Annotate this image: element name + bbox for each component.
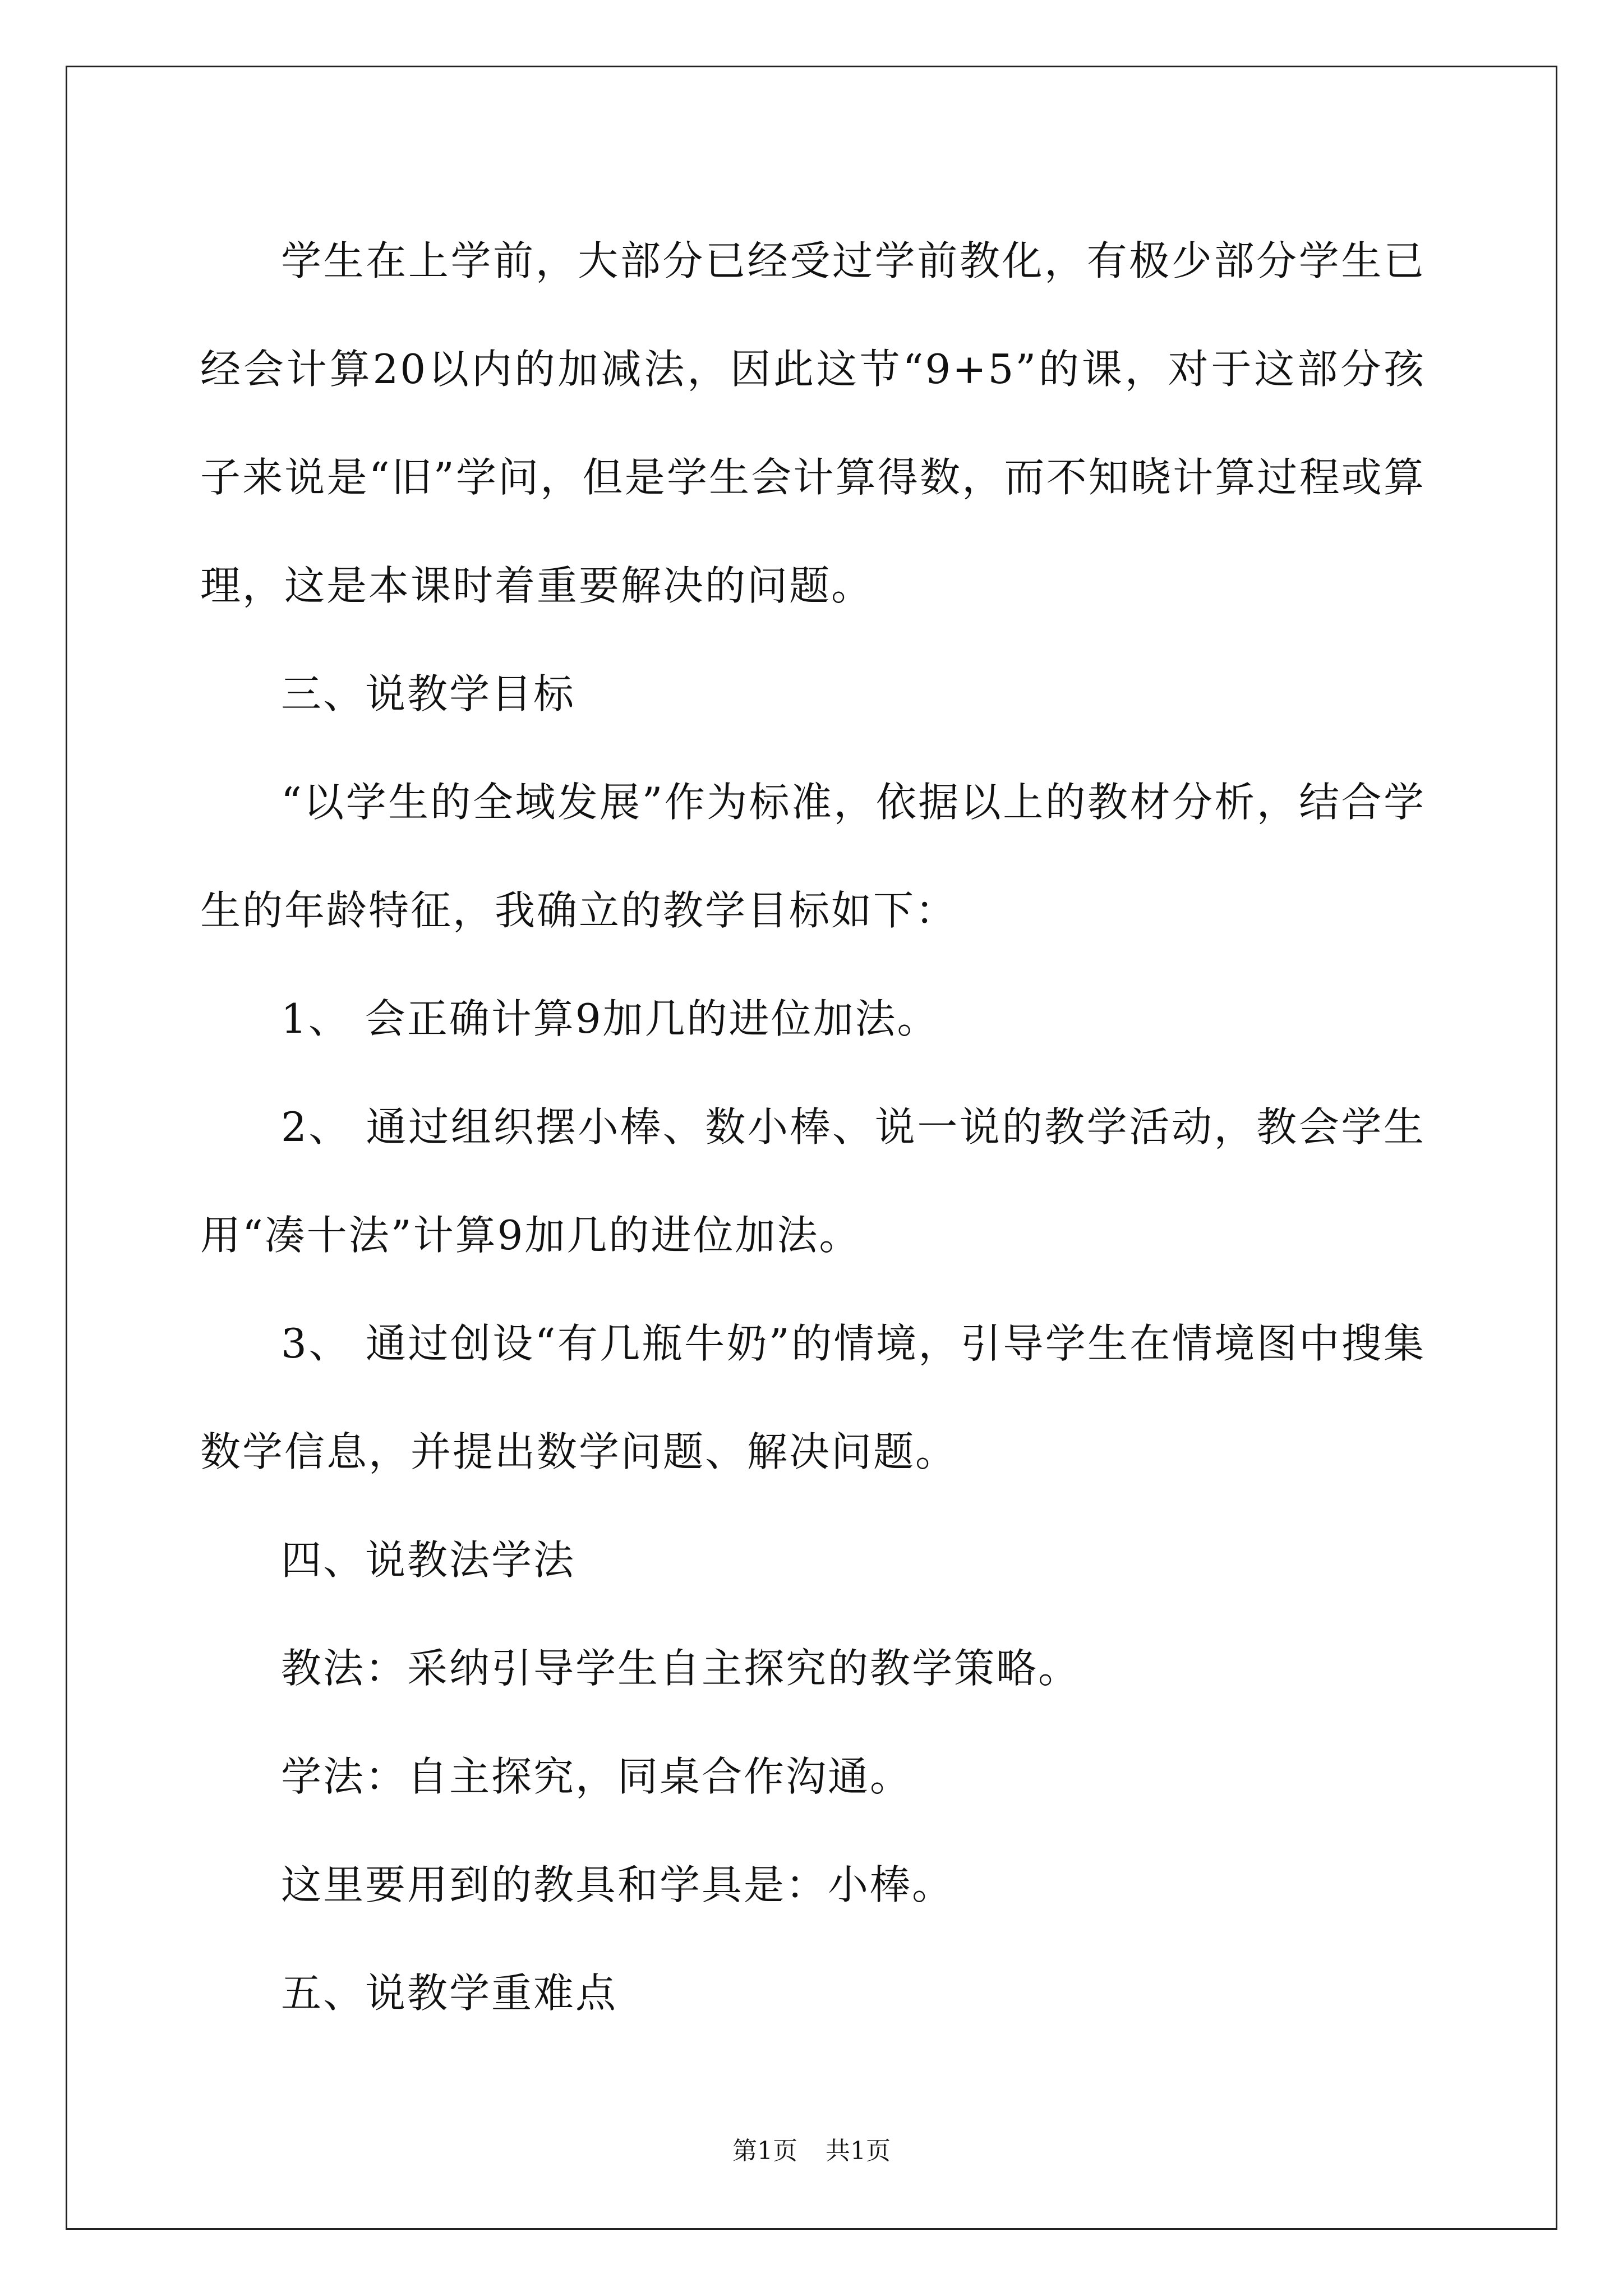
paragraph-teaching-tools: 这里要用到的教具和学具是：小棒。 [281, 1861, 955, 1908]
paragraph-goals-intro: “以学生的全域发展”作为标准，依据以上的教材分析，结合学生的年龄特征，我确立的教学目标如下： [200, 779, 1426, 934]
document-body [200, 207, 1426, 2047]
goal-item-2: 2、 通过组织摆小棒、数小棒、说一说的教学活动，教会学生用“凑十法”计算9加几的进位加法。 [200, 1103, 1426, 1259]
paragraph-learning-method: 学法：自主探究，同桌合作沟通。 [281, 1753, 912, 1800]
page-number-total: 共1页 [826, 2137, 891, 2165]
heading-teaching-methods: 四、说教法学法 [281, 1536, 576, 1584]
paragraph-teaching-method: 教法：采纳引导学生自主探究的教学策略。 [281, 1645, 1081, 1692]
page-footer [0, 2134, 1623, 2168]
paragraph-student-background: 学生在上学前，大部分已经受过学前教化，有极少部分学生已经会计算20以内的加减法，因此这节“9+5”的课，对于这部分孩子来说是“旧”学问，但是学生会计算得数，而不知晓计算过程或算理，这是本课时着重要解决的问题。 [200, 237, 1426, 609]
goal-item-1: 1、 会正确计算9加几的进位加法。 [281, 995, 939, 1042]
goal-item-3: 3、 通过创设“有几瓶牛奶”的情境，引导学生在情境图中搜集数学信息，并提出数学问题、解决问题。 [200, 1320, 1426, 1475]
heading-teaching-goals: 三、说教学目标 [281, 670, 576, 717]
page-number-current: 第1页 [732, 2137, 797, 2165]
heading-key-difficulties: 五、说教学重难点 [281, 1970, 618, 2017]
